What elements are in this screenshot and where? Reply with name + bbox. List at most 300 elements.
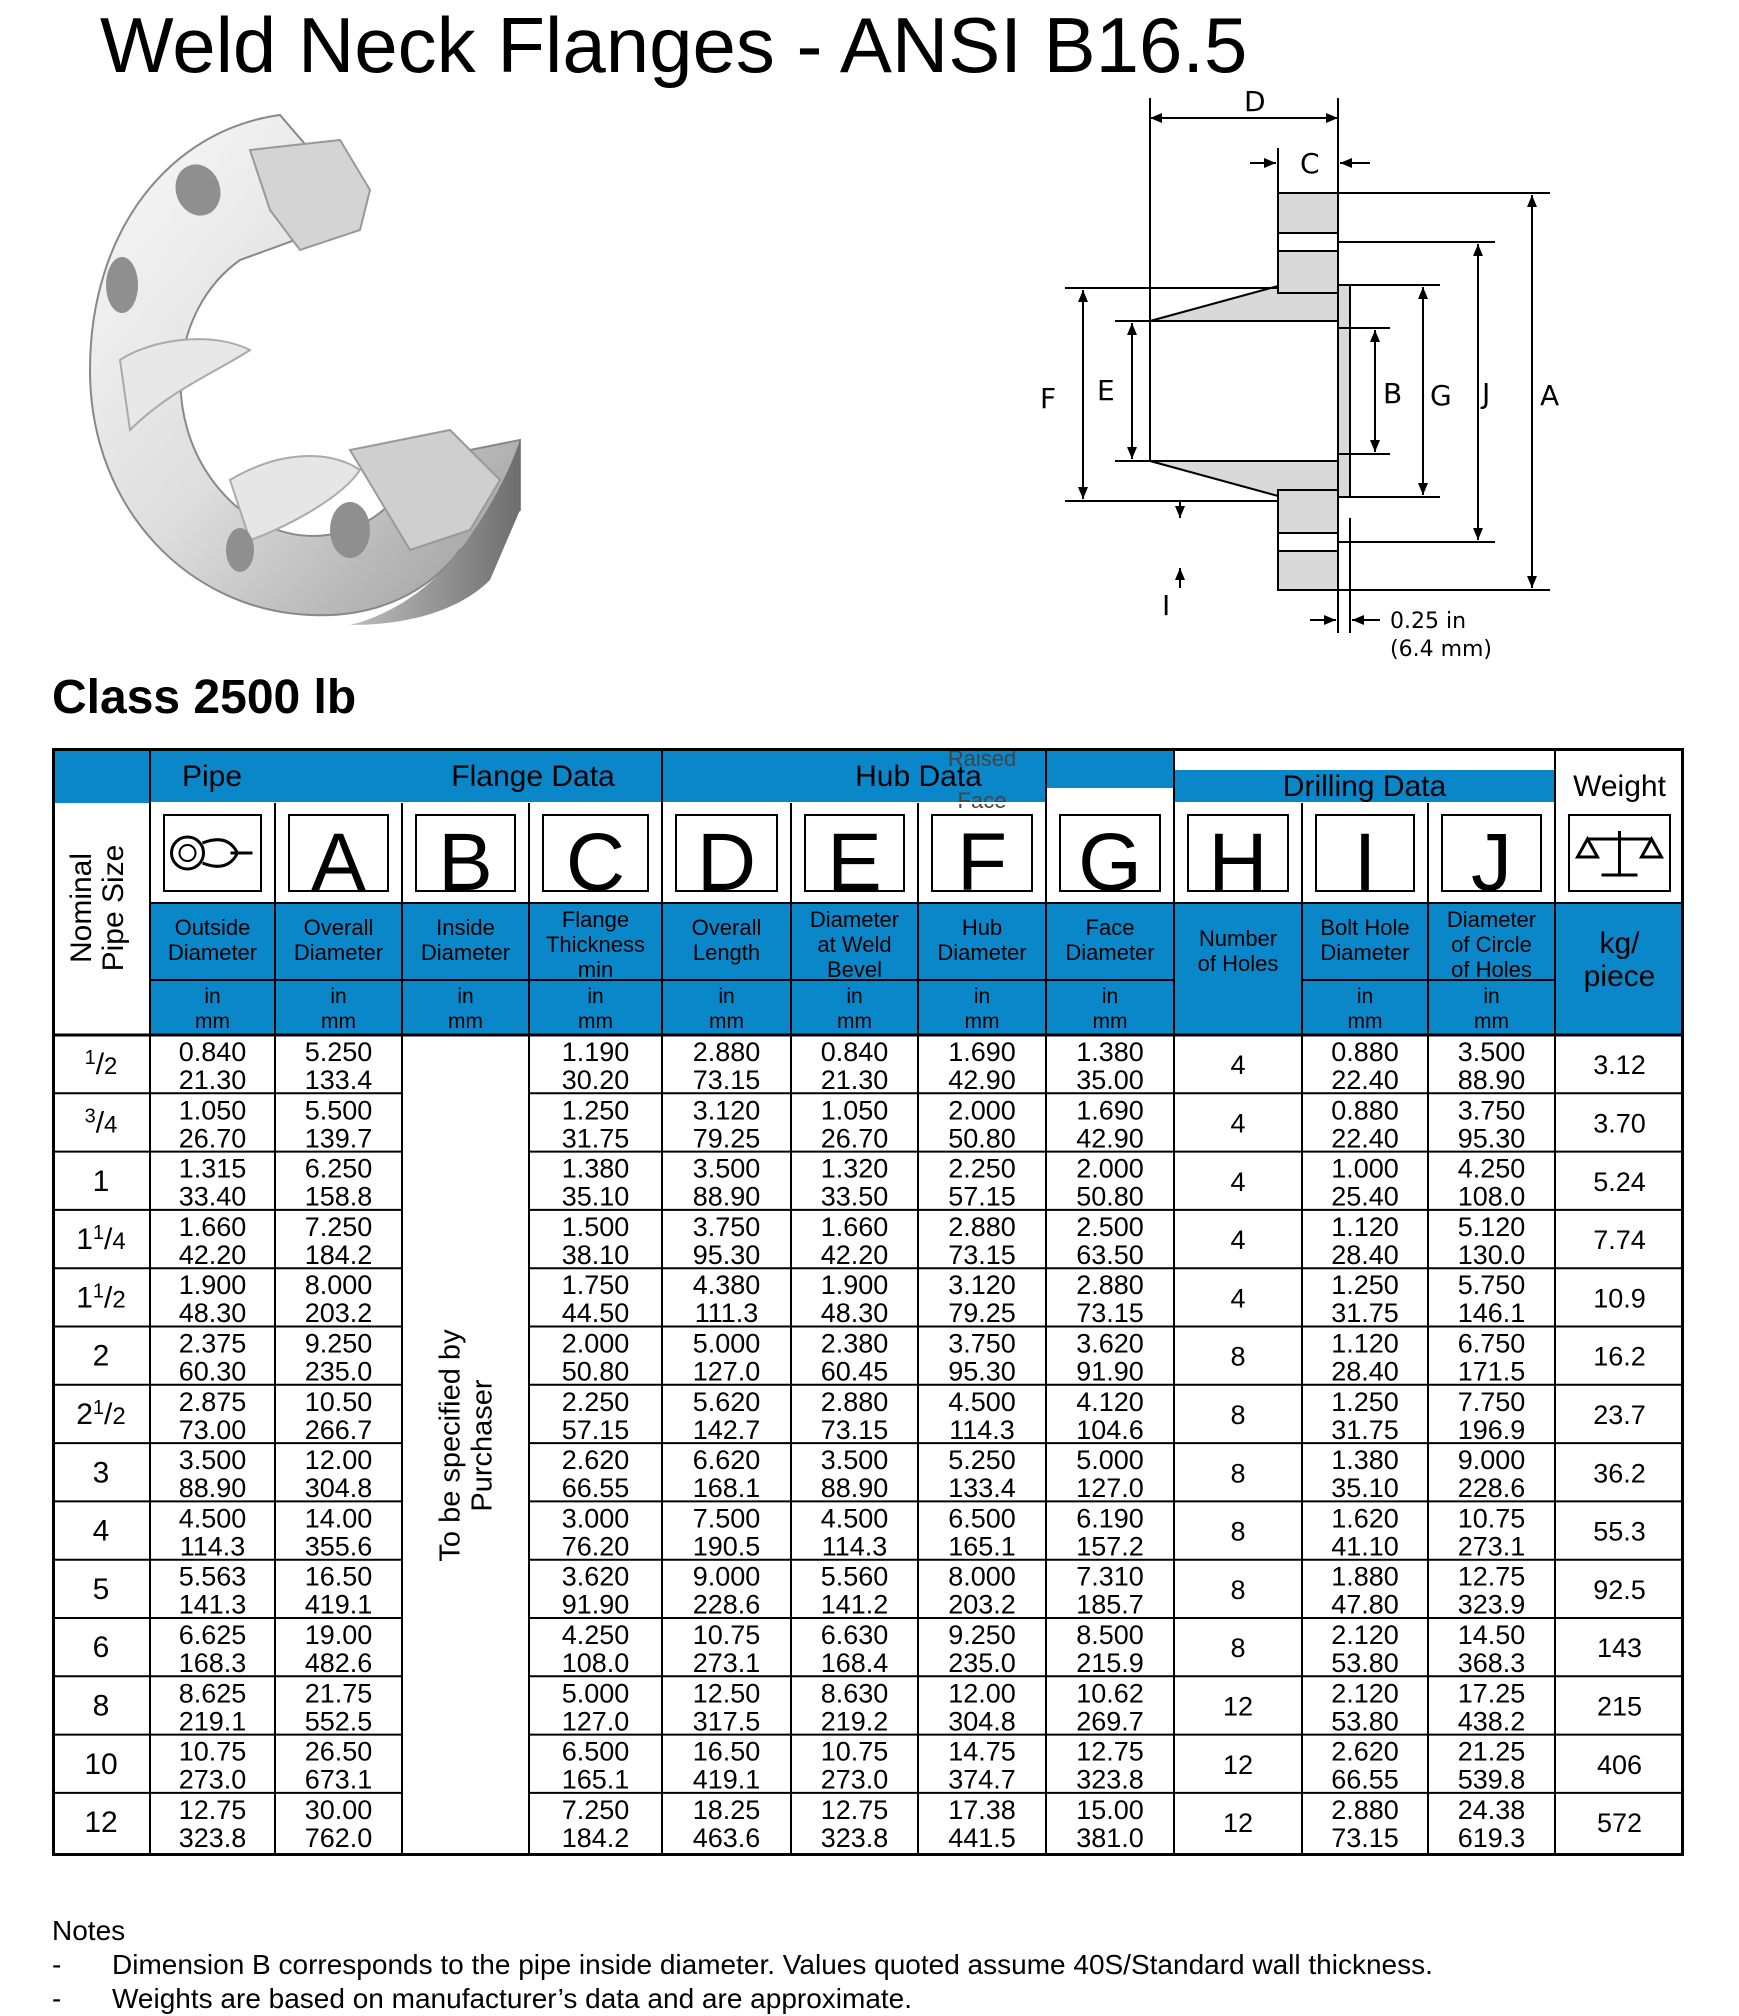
cell-value-mm: 158.8 — [304, 1181, 373, 1212]
cell-value-mm: 419.1 — [304, 1589, 373, 1620]
cell-value-mm: 127.0 — [561, 1706, 630, 1737]
cell-value-in: 1.900 — [820, 1270, 889, 1301]
size-slash: / — [104, 1281, 113, 1315]
cell-value-mm: 273.0 — [820, 1764, 889, 1795]
dim-label-b: B — [1383, 377, 1403, 410]
cell-value-mm: 235.0 — [948, 1648, 1016, 1678]
cell-value-in: 2.250 — [561, 1386, 630, 1417]
cell-value-in: 21.25 — [1457, 1736, 1526, 1767]
column-description: Length — [692, 940, 761, 965]
dim-label-j: J — [1482, 377, 1491, 410]
cell-value-in: 2.620 — [561, 1445, 630, 1476]
nominal-size — [93, 1456, 110, 1489]
cell-value-in: 1.120 — [1331, 1211, 1399, 1242]
cell-value-in: 4.380 — [692, 1270, 761, 1301]
cell-value-in: 2.880 — [1076, 1270, 1144, 1301]
size-denominator: 4 — [112, 1228, 126, 1256]
size-whole: 1 — [76, 1281, 93, 1315]
cell-value-in: 3.120 — [948, 1270, 1016, 1301]
cell-value-mm: 73.15 — [692, 1065, 761, 1095]
cell-value-in: 1.750 — [561, 1270, 630, 1301]
cell-value-in: 16.50 — [304, 1561, 373, 1592]
cell-value-in: 3.120 — [692, 1095, 761, 1126]
cell-value-in: 1.050 — [820, 1095, 889, 1126]
nominal-label-line1: Nominal — [65, 852, 98, 964]
cell-value-mm: 114.3 — [949, 1414, 1015, 1445]
cell-value-mm: 73.15 — [1331, 1822, 1399, 1853]
cell-value-in: 8.000 — [948, 1561, 1016, 1592]
unit-mm: mm — [837, 1010, 872, 1033]
note-text: Dimension B corresponds to the pipe inside diameter. Values quoted assume 40S/Standard wall thickness. — [112, 1949, 1433, 1980]
cell-value-in: 1.190 — [561, 1037, 630, 1067]
nominal-label-line2: Pipe Size — [97, 844, 130, 972]
nominal-size — [93, 1573, 110, 1606]
dim-label-g: G — [1430, 379, 1452, 412]
cell-value-mm: 130.0 — [1457, 1239, 1526, 1270]
cell-value-in: 5.120 — [1457, 1211, 1526, 1242]
cell-value-in: 3.750 — [692, 1211, 761, 1242]
size-numerator: 1 — [92, 1396, 105, 1419]
cell-value-mm: 157.2 — [1076, 1531, 1144, 1562]
cell-value-mm: 91.90 — [561, 1589, 630, 1620]
cell-value-in: 7.310 — [1076, 1561, 1144, 1592]
drilling-gap — [1174, 748, 1555, 770]
cell-value: 4 — [1230, 1225, 1246, 1256]
cell-value-in: 8.500 — [1076, 1620, 1144, 1650]
dim-label-c: C — [1300, 147, 1320, 180]
cell-value-mm: 219.2 — [820, 1706, 889, 1737]
size-whole: 5 — [92, 1572, 110, 1606]
column-letter-a: A — [311, 817, 366, 908]
size-whole: 1 — [76, 1223, 93, 1257]
nominal-size — [76, 1397, 126, 1431]
column-description: Diameter — [937, 940, 1027, 965]
cell-value-in: 6.500 — [948, 1503, 1016, 1534]
size-denominator: 2 — [112, 1286, 126, 1314]
size-slash: / — [95, 1106, 105, 1140]
column-description: Diameter — [167, 940, 258, 965]
inside-diameter-note-line1: To be specified by — [434, 1329, 467, 1562]
cell-value-in: 4.250 — [1457, 1153, 1526, 1184]
cell-value-mm: 42.90 — [948, 1065, 1016, 1095]
cell-value-mm: 31.75 — [561, 1123, 630, 1154]
cell-value-in: 6.190 — [1076, 1503, 1144, 1534]
cell-value-in: 3.500 — [1457, 1037, 1526, 1067]
cell-value-mm: 66.55 — [561, 1473, 630, 1504]
cell-value-in: 5.620 — [692, 1386, 761, 1417]
unit-in: in — [973, 985, 991, 1008]
cell-value-in: 1.900 — [178, 1270, 247, 1301]
nominal-size — [85, 1105, 118, 1139]
raised-face-gap — [1046, 788, 1174, 803]
cell-value: 4 — [1230, 1108, 1246, 1139]
cell-value: 215 — [1596, 1691, 1643, 1722]
cell-value-in: 2.375 — [178, 1328, 247, 1359]
column-description: Overall — [303, 915, 374, 940]
cell-value: 8 — [1230, 1633, 1246, 1664]
column-letter-f: F — [956, 817, 1008, 908]
size-denominator: 4 — [104, 1111, 118, 1139]
cell-value-in: 7.750 — [1457, 1386, 1526, 1417]
unit-mm: mm — [321, 1010, 356, 1033]
cell-value: 3.70 — [1593, 1108, 1646, 1139]
cell-value-mm: 22.40 — [1331, 1065, 1399, 1095]
cell-value-mm: 25.40 — [1331, 1181, 1399, 1212]
cell-value-in: 12.00 — [304, 1445, 373, 1476]
cell-value-in: 9.000 — [692, 1561, 761, 1592]
cell-value-in: 12.75 — [178, 1794, 247, 1825]
cell-value-in: 2.880 — [820, 1386, 889, 1417]
cell-value-mm: 63.50 — [1076, 1239, 1144, 1270]
cell-value-mm: 53.80 — [1331, 1706, 1399, 1737]
unit-mm: mm — [709, 1010, 744, 1033]
cell-value-mm: 22.40 — [1331, 1123, 1399, 1154]
column-letter-i: I — [1353, 817, 1377, 908]
cell-value-mm: 552.5 — [304, 1706, 373, 1737]
cell-value-mm: 60.30 — [178, 1356, 247, 1387]
cell-value-in: 15.00 — [1076, 1794, 1144, 1825]
cell-value: 12 — [1222, 1808, 1254, 1839]
cell-value-mm: 57.15 — [948, 1181, 1016, 1212]
cell-value-mm: 91.90 — [1076, 1356, 1144, 1387]
column-letter-c: C — [565, 817, 626, 908]
cell-value-mm: 673.1 — [304, 1764, 373, 1795]
dim-label-d: D — [1244, 85, 1266, 118]
cell-value-mm: 171.5 — [1457, 1356, 1526, 1387]
cell-value-in: 1.690 — [1076, 1095, 1144, 1126]
dim-label-a: A — [1540, 379, 1560, 412]
cell-value-in: 2.875 — [178, 1386, 247, 1417]
cell-value-mm: 419.1 — [692, 1764, 761, 1795]
cell-value-in: 1.380 — [561, 1153, 630, 1184]
cell-value-mm: 168.1 — [692, 1473, 761, 1504]
cell-value: 7.74 — [1593, 1225, 1646, 1256]
cell-value-mm: 196.9 — [1457, 1414, 1526, 1445]
cell-value-in: 8.625 — [178, 1678, 247, 1709]
cell-value-mm: 88.90 — [692, 1181, 761, 1212]
cell-value-mm: 95.30 — [692, 1239, 761, 1270]
cell-value-in: 14.00 — [304, 1503, 373, 1534]
column-letter-g: G — [1078, 817, 1142, 908]
cell-value-in: 4.500 — [948, 1386, 1016, 1417]
nominal-size — [76, 1280, 126, 1314]
cell-value-in: 7.250 — [561, 1794, 630, 1825]
cell-value-mm: 88.90 — [820, 1473, 889, 1504]
cell-value-in: 1.250 — [1331, 1386, 1399, 1417]
cell-value-mm: 47.80 — [1331, 1589, 1399, 1620]
cell-value-in: 5.000 — [561, 1678, 630, 1709]
unit-mm: mm — [195, 1010, 230, 1033]
cell-value-in: 14.75 — [948, 1736, 1016, 1767]
column-description: Number — [1198, 926, 1278, 951]
cell-value-mm: 266.7 — [304, 1414, 373, 1445]
cell-value-mm: 76.20 — [561, 1531, 630, 1562]
cell-value-mm: 108.0 — [1457, 1181, 1526, 1212]
cell-value-in: 2.880 — [948, 1211, 1016, 1242]
cell-value-mm: 50.80 — [1076, 1181, 1144, 1212]
column-letter-b: B — [438, 817, 493, 908]
unit-mm: mm — [964, 1010, 1000, 1033]
page-title: Weld Neck Flanges - ANSI B16.5 — [100, 1, 1248, 89]
weight-unit-line2: piece — [1583, 960, 1656, 993]
cell-value-mm: 273.1 — [1457, 1531, 1526, 1562]
column-letter-d: D — [696, 817, 757, 908]
cell-value-in: 3.620 — [561, 1561, 630, 1592]
cell-value-mm: 66.55 — [1331, 1764, 1399, 1795]
nominal-size — [84, 1806, 117, 1839]
dim-label-f: F — [1040, 382, 1057, 415]
cell-value-in: 1.690 — [948, 1037, 1016, 1067]
unit-in: in — [1101, 985, 1119, 1008]
cell-value-in: 8.000 — [304, 1270, 373, 1301]
cell-value-mm: 73.00 — [178, 1414, 247, 1445]
unit-mm: mm — [1347, 1010, 1383, 1033]
cell-value-in: 0.840 — [178, 1037, 247, 1067]
cell-value-in: 6.500 — [561, 1736, 630, 1767]
size-whole: 10 — [84, 1747, 118, 1781]
cell-value-in: 12.00 — [948, 1678, 1016, 1709]
cell-value-mm: 30.20 — [561, 1065, 630, 1095]
column-description: Thickness — [545, 932, 646, 957]
cell-value-in: 1.320 — [820, 1153, 889, 1184]
cell-value-in: 6.625 — [178, 1620, 247, 1650]
column-description: Outside — [174, 915, 251, 940]
cell-value-mm: 38.10 — [561, 1239, 630, 1270]
cell-value-mm: 41.10 — [1331, 1531, 1399, 1562]
cell-value-in: 5.560 — [820, 1561, 889, 1592]
nominal-size — [93, 1165, 110, 1198]
cell-value-in: 1.315 — [178, 1153, 247, 1184]
cell-value-mm: 73.15 — [820, 1414, 889, 1445]
size-whole: 2 — [92, 1339, 110, 1373]
group-header-raised: Raised — [947, 748, 1017, 771]
cell-value-mm: 95.30 — [948, 1356, 1016, 1387]
unit-in: in — [846, 985, 863, 1008]
group-header-weight: Weight — [1573, 770, 1666, 803]
inside-diameter-note-line2: Purchaser — [466, 1379, 499, 1512]
cell-value-in: 26.50 — [304, 1736, 373, 1767]
size-numerator: 1 — [92, 1280, 105, 1303]
cell-value-in: 2.620 — [1331, 1736, 1399, 1767]
cell-value-in: 2.000 — [1076, 1153, 1144, 1184]
cell-value-mm: 50.80 — [561, 1356, 630, 1387]
cell-value: 8 — [1230, 1399, 1246, 1430]
size-slash: / — [104, 1223, 113, 1257]
cell-value-mm: 165.1 — [948, 1531, 1016, 1562]
cell-value-in: 3.750 — [948, 1328, 1016, 1359]
cell-value-in: 5.563 — [178, 1561, 247, 1592]
cell-value-mm: 168.3 — [178, 1648, 247, 1678]
cell-value-in: 2.250 — [948, 1153, 1016, 1184]
cell-value-mm: 50.80 — [948, 1123, 1016, 1154]
size-whole: 12 — [84, 1806, 118, 1840]
cell-value-mm: 165.1 — [561, 1764, 630, 1795]
cell-value-in: 1.620 — [1331, 1503, 1399, 1534]
cell-value-mm: 79.25 — [948, 1298, 1016, 1329]
cell-value-mm: 42.20 — [820, 1239, 889, 1270]
cell-value-mm: 142.7 — [692, 1414, 761, 1445]
unit-in: in — [1483, 985, 1500, 1008]
cell-value-in: 1.880 — [1331, 1561, 1399, 1592]
cell-value-mm: 33.50 — [820, 1181, 889, 1212]
cell-value-in: 4.250 — [561, 1620, 630, 1650]
cell-value-in: 10.50 — [304, 1386, 373, 1417]
column-letter-j: J — [1471, 817, 1512, 908]
column-description: at Weld — [817, 932, 892, 957]
cell-value-mm: 438.2 — [1457, 1706, 1526, 1737]
nominal-size — [93, 1689, 110, 1722]
column-description: of Circle — [1451, 932, 1532, 957]
cell-value-in: 10.75 — [1457, 1503, 1526, 1534]
unit-in: in — [587, 985, 604, 1008]
cell-value-mm: 95.30 — [1457, 1123, 1526, 1154]
unit-mm: mm — [1474, 1010, 1509, 1033]
cell-value-mm: 48.30 — [820, 1298, 889, 1329]
cell-value-in: 17.25 — [1457, 1678, 1526, 1709]
cell-value-in: 5.000 — [1076, 1445, 1144, 1476]
column-description: Diameter — [1065, 940, 1155, 965]
column-description: Flange — [561, 907, 630, 932]
cell-value-mm: 463.6 — [692, 1822, 761, 1853]
cell-value-mm: 26.70 — [820, 1123, 889, 1154]
notes-heading: Notes — [52, 1915, 126, 1946]
cell-value-in: 3.500 — [692, 1153, 761, 1184]
cell-value-in: 30.00 — [304, 1794, 373, 1825]
note-text: Weights are based on manufacturer’s data and are approximate. — [112, 1983, 913, 2014]
cell-value-mm: 374.7 — [948, 1764, 1016, 1795]
size-whole: 2 — [76, 1397, 93, 1431]
cell-value: 406 — [1596, 1749, 1643, 1780]
flange-3d-illustration — [50, 110, 590, 630]
column-description: Diameter — [293, 940, 384, 965]
cell-value-in: 1.250 — [1331, 1270, 1399, 1301]
gap-note-in: 0.25 in — [1390, 609, 1467, 634]
cell-value-in: 1.000 — [1331, 1153, 1399, 1184]
cell-value-in: 5.750 — [1457, 1270, 1526, 1301]
cell-value: 8 — [1230, 1516, 1246, 1547]
cell-value-mm: 323.9 — [1457, 1589, 1526, 1620]
cell-value-mm: 108.0 — [561, 1648, 630, 1678]
column-description: of Holes — [1451, 957, 1532, 982]
cell-value: 12 — [1222, 1691, 1254, 1722]
cell-value-mm: 35.10 — [1331, 1473, 1399, 1504]
cell-value-mm: 88.90 — [1457, 1065, 1526, 1095]
cell-value-mm: 355.6 — [304, 1531, 373, 1562]
cell-value: 4 — [1230, 1166, 1246, 1197]
notes-section — [52, 1914, 1433, 2016]
cell-value-mm: 141.2 — [820, 1589, 889, 1620]
cell-value-in: 10.75 — [178, 1736, 247, 1767]
cell-value: 5.24 — [1593, 1166, 1646, 1197]
cell-value-in: 2.880 — [692, 1037, 761, 1067]
cell-value-mm: 203.2 — [304, 1298, 373, 1329]
note-bullet: - — [52, 1949, 62, 1980]
cell-value-mm: 304.8 — [304, 1473, 373, 1504]
size-whole: 3 — [92, 1456, 110, 1490]
cell-value-mm: 21.30 — [178, 1065, 247, 1095]
cell-value-in: 9.250 — [304, 1328, 373, 1359]
cell-value-in: 3.750 — [1457, 1095, 1526, 1126]
cell-value: 10.9 — [1593, 1283, 1646, 1314]
cell-value-mm: 57.15 — [561, 1414, 630, 1445]
cell-value-in: 2.500 — [1076, 1211, 1144, 1242]
size-whole: 6 — [92, 1631, 110, 1665]
cell-value-mm: 273.1 — [692, 1648, 761, 1678]
cell-value-in: 17.38 — [948, 1794, 1016, 1825]
cell-value-mm: 228.6 — [692, 1589, 761, 1620]
class-title: Class 2500 lb — [52, 671, 357, 724]
cell-value-mm: 619.3 — [1457, 1822, 1526, 1853]
cell-value-mm: 273.0 — [178, 1764, 247, 1795]
cell-value-mm: 33.40 — [178, 1181, 247, 1212]
cell-value-in: 4.500 — [178, 1503, 247, 1534]
unit-mm: mm — [448, 1010, 483, 1033]
cell-value-in: 2.000 — [561, 1328, 630, 1359]
unit-in: in — [330, 985, 347, 1008]
cell-value-in: 3.620 — [1076, 1328, 1144, 1359]
cell-value-in: 8.630 — [820, 1678, 889, 1709]
cell-value-in: 1.500 — [561, 1211, 630, 1242]
cell-value-mm: 539.8 — [1457, 1764, 1526, 1795]
cell-value: 23.7 — [1593, 1399, 1646, 1430]
cell-value-in: 12.75 — [820, 1794, 889, 1825]
cell-value-in: 10.75 — [820, 1736, 889, 1767]
cell-value: 36.2 — [1593, 1458, 1646, 1489]
cell-value-in: 1.660 — [820, 1211, 889, 1242]
cell-value-in: 2.120 — [1331, 1678, 1399, 1709]
nominal-size — [76, 1222, 126, 1256]
column-description: Inside — [436, 915, 495, 940]
cell-value-in: 24.38 — [1457, 1794, 1526, 1825]
column-letter-e: E — [827, 817, 882, 908]
cell-value: 8 — [1230, 1574, 1246, 1605]
size-whole: 1 — [92, 1164, 110, 1198]
note-item — [52, 1982, 1433, 2016]
unit-in: in — [204, 985, 221, 1008]
cell-value-in: 6.620 — [692, 1445, 761, 1476]
cell-value-in: 9.250 — [948, 1620, 1016, 1650]
cell-value-in: 19.00 — [304, 1620, 373, 1650]
cell-value-mm: 235.0 — [304, 1356, 373, 1387]
dim-label-i: I — [1162, 589, 1171, 622]
cell-value-mm: 73.15 — [1076, 1298, 1144, 1329]
column-description: of Holes — [1197, 951, 1279, 976]
cell-value: 4 — [1230, 1283, 1246, 1314]
cell-value-mm: 42.20 — [178, 1239, 247, 1270]
cell-value-in: 2.380 — [820, 1328, 889, 1359]
cell-value-in: 2.880 — [1331, 1794, 1399, 1825]
cell-value: 572 — [1596, 1808, 1643, 1839]
cell-value-in: 4.120 — [1076, 1386, 1144, 1417]
cell-value-mm: 482.6 — [304, 1648, 373, 1678]
cell-value-mm: 21.30 — [820, 1065, 889, 1095]
column-description: Overall — [691, 915, 762, 940]
cell-value-mm: 53.80 — [1331, 1648, 1399, 1678]
size-denominator: 2 — [112, 1402, 126, 1430]
nominal-size — [93, 1515, 110, 1548]
cell-value-mm: 73.15 — [948, 1239, 1016, 1270]
cell-value-in: 3.500 — [820, 1445, 889, 1476]
cell-value-in: 6.250 — [304, 1153, 373, 1184]
cell-value-mm: 42.90 — [1076, 1123, 1144, 1154]
cell-value-in: 3.500 — [178, 1445, 247, 1476]
cell-value: 16.2 — [1593, 1341, 1646, 1372]
cell-value-in: 2.000 — [948, 1095, 1016, 1126]
cell-value-in: 14.50 — [1457, 1620, 1526, 1650]
cell-value-mm: 269.7 — [1076, 1706, 1144, 1737]
cell-value-in: 12.75 — [1457, 1561, 1526, 1592]
cell-value-mm: 323.8 — [1076, 1764, 1144, 1795]
